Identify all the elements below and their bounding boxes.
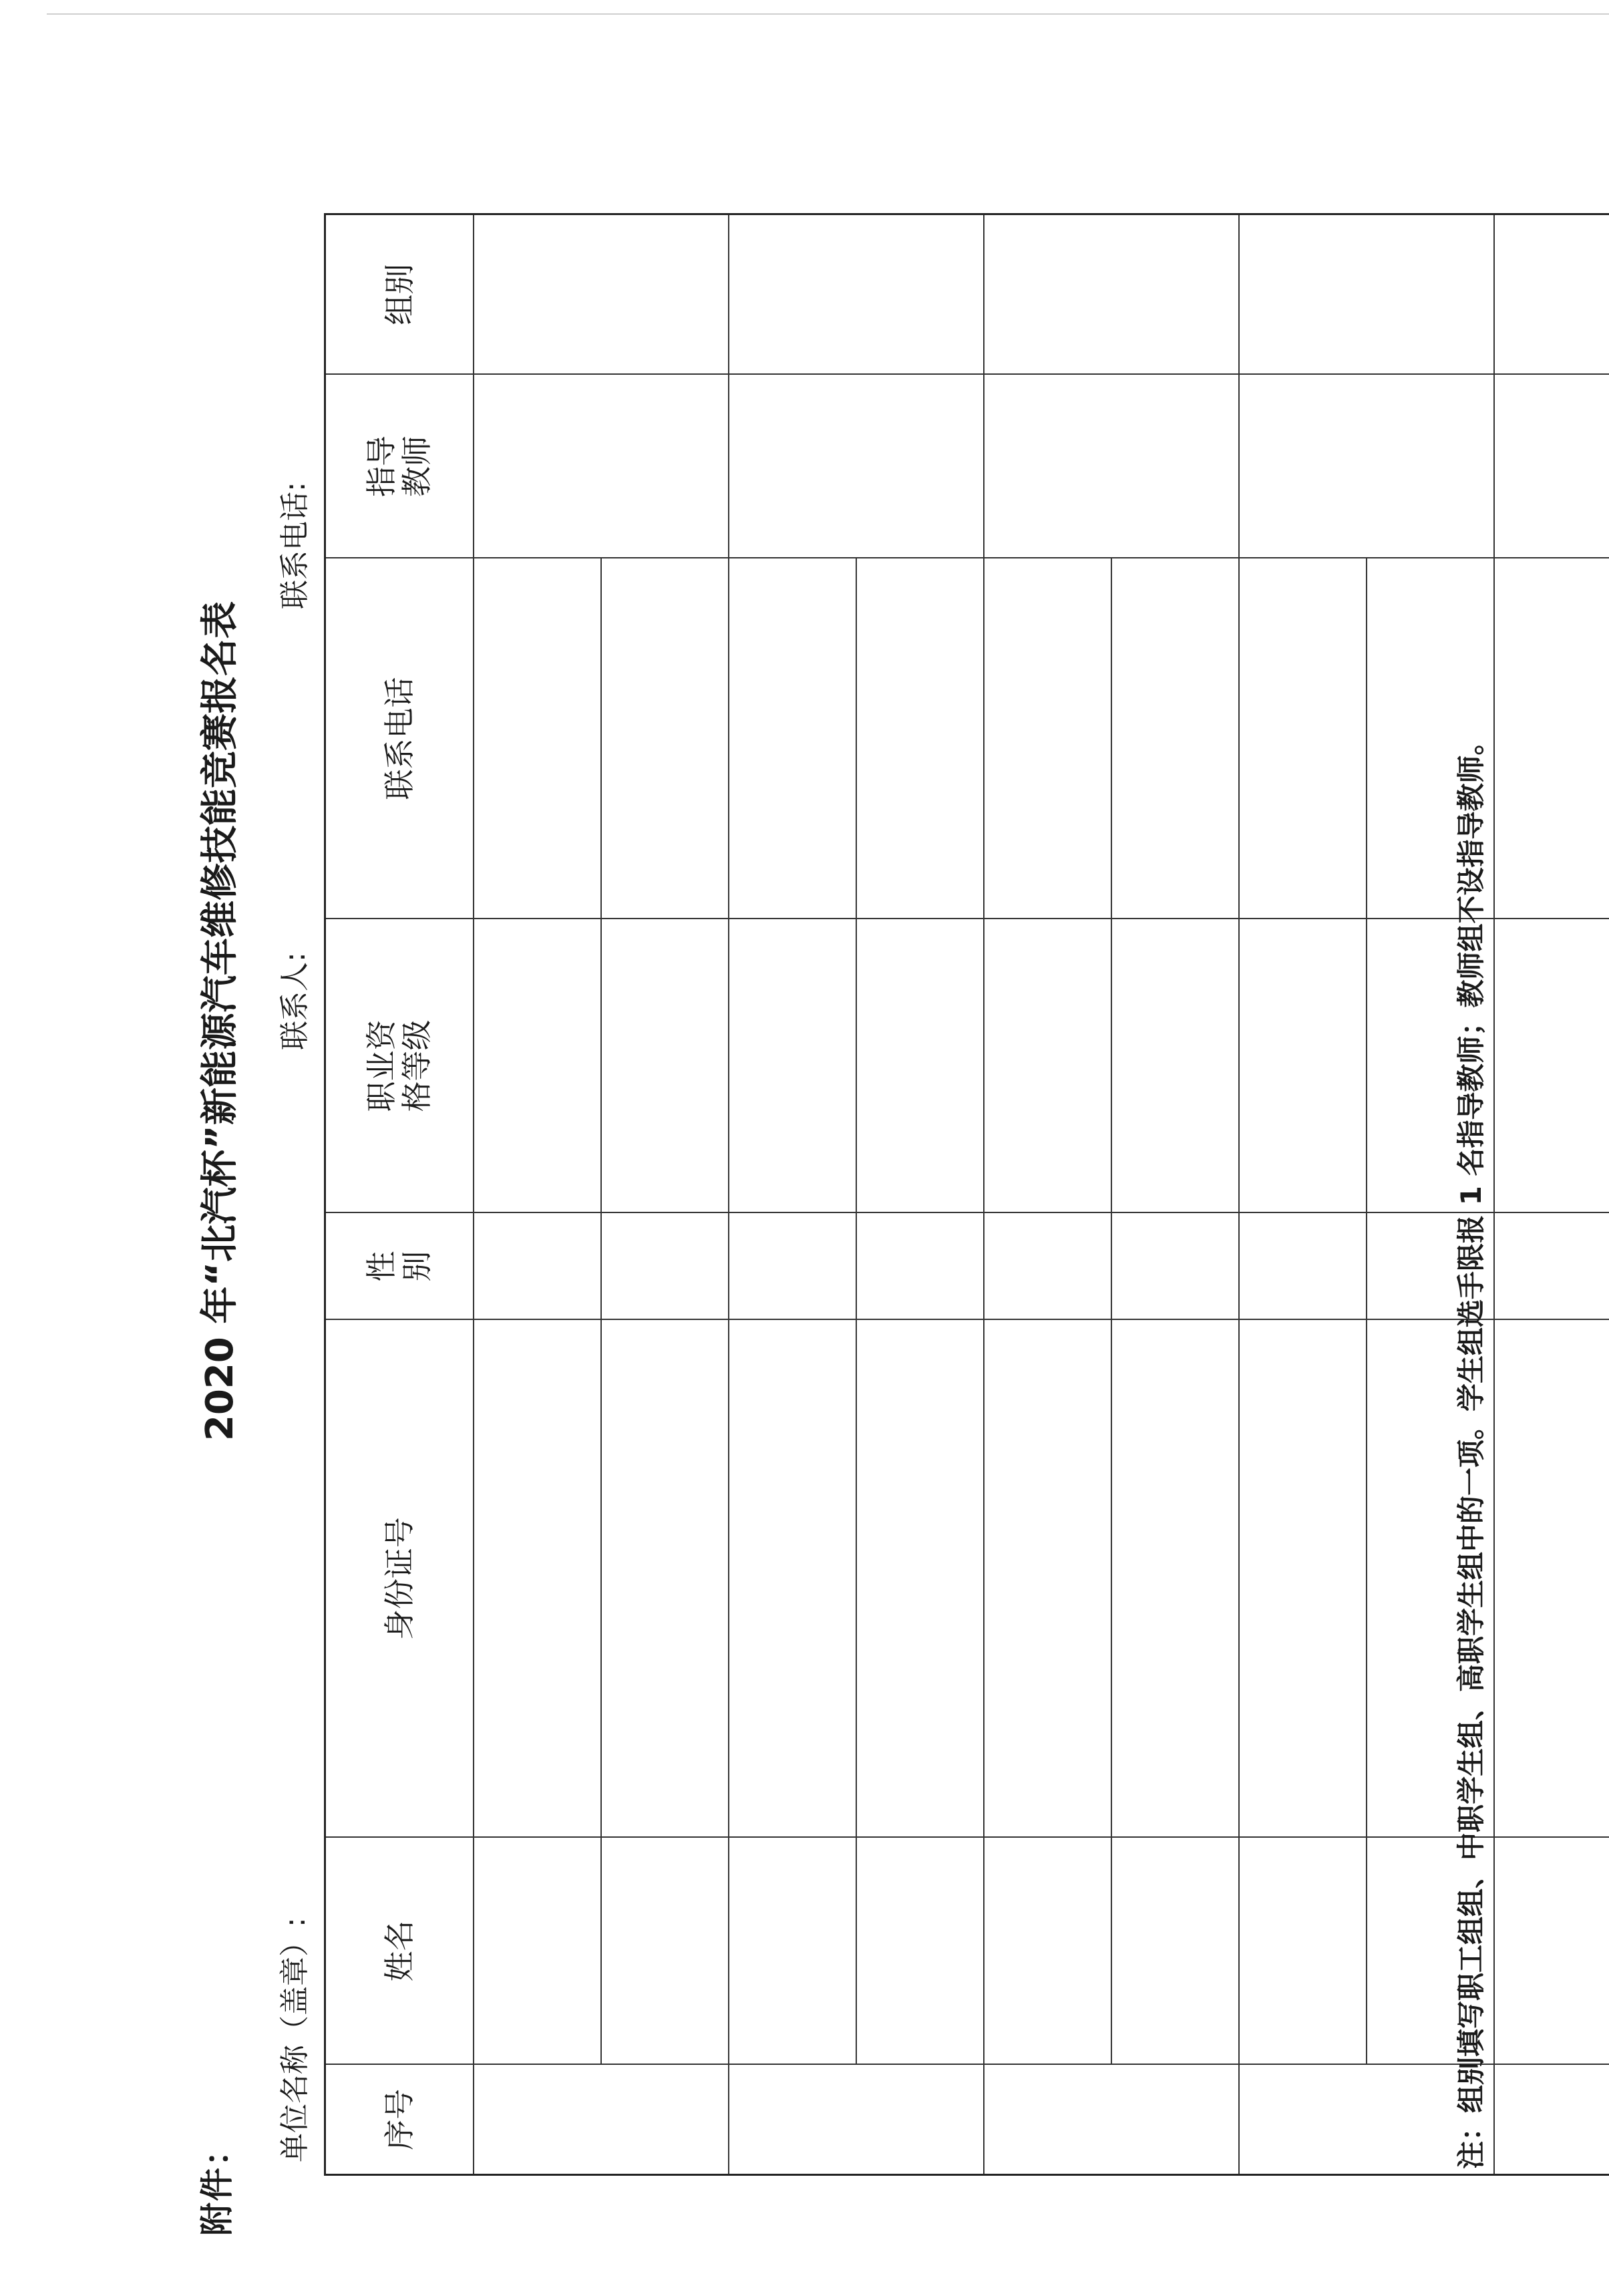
cell-group[interactable] [984,214,1239,375]
form-note: 注：组别填写职工组组、中职学生组、高职学生组中的一项。学生组选手限报 1 名指导教师；教师组不设指导教师。 [1455,727,1487,2169]
cell-gender[interactable] [856,1213,984,1320]
cell-qualification[interactable] [729,919,856,1213]
cell-id-number[interactable] [856,1320,984,1838]
header-seq: 序号 [325,2065,474,2175]
cell-name[interactable] [856,1838,984,2065]
cell-id-number[interactable] [1111,1320,1239,1838]
cell-name[interactable] [601,1838,729,2065]
header-teacher: 指导 教师 [325,375,474,558]
header-gender: 性 别 [325,1213,474,1320]
cell-name[interactable] [474,1838,601,2065]
cell-phone[interactable] [1494,558,1609,919]
cell-gender[interactable] [729,1213,856,1320]
cell-phone[interactable] [856,558,984,919]
cell-qualification[interactable] [1494,919,1609,1213]
cell-group[interactable] [1239,214,1494,375]
cell-group[interactable] [729,214,984,375]
cell-seq[interactable] [984,2065,1239,2175]
cell-name[interactable] [729,1838,856,2065]
header-name: 姓名 [325,1838,474,2065]
cell-gender[interactable] [601,1213,729,1320]
header-qualification: 职业资 格等级 [325,919,474,1213]
cell-seq[interactable] [729,2065,984,2175]
cell-phone[interactable] [729,558,856,919]
cell-seq[interactable] [1494,2065,1609,2175]
table-row [729,214,856,2175]
cell-teacher[interactable] [984,375,1239,558]
cell-id-number[interactable] [1239,1320,1367,1838]
cell-qualification[interactable] [1111,919,1239,1213]
header-group: 组别 [325,214,474,375]
cell-phone[interactable] [601,558,729,919]
cell-gender[interactable] [1494,1213,1609,1320]
cell-phone[interactable] [1111,558,1239,919]
header-id-number: 身份证号 [325,1320,474,1838]
cell-teacher[interactable] [1239,375,1494,558]
table-row [474,214,601,2175]
cell-gender[interactable] [984,1213,1111,1320]
cell-phone[interactable] [984,558,1111,919]
cell-gender[interactable] [1239,1213,1367,1320]
cell-teacher[interactable] [474,375,729,558]
header-phone: 联系电话 [325,558,474,919]
table-row [1494,214,1609,2175]
cell-qualification[interactable] [474,919,601,1213]
registration-table [324,213,1609,2176]
cell-qualification[interactable] [601,919,729,1213]
table-header-row [325,214,474,2175]
cell-id-number[interactable] [729,1320,856,1838]
cell-id-number[interactable] [474,1320,601,1838]
cell-group[interactable] [474,214,729,375]
cell-gender[interactable] [1111,1213,1239,1320]
cell-teacher[interactable] [1494,375,1609,558]
cell-name[interactable] [1494,1838,1609,2065]
table-row [1239,214,1367,2175]
cell-qualification[interactable] [1239,919,1367,1213]
cell-phone[interactable] [474,558,601,919]
table-row [984,214,1111,2175]
cell-seq[interactable] [474,2065,729,2175]
contact-person-label: 联系人: [278,952,312,1050]
cell-name[interactable] [1111,1838,1239,2065]
cell-phone[interactable] [1239,558,1367,919]
form-title: 2020 年“北汽杯”新能源汽车维修技能竞赛报名表 [198,601,242,1441]
cell-name[interactable] [984,1838,1111,2065]
cell-qualification[interactable] [856,919,984,1213]
cell-name[interactable] [1239,1838,1367,2065]
cell-id-number[interactable] [601,1320,729,1838]
cell-gender[interactable] [474,1213,601,1320]
contact-phone-label: 联系电话: [278,482,312,609]
attachment-label: 附件： [198,2132,236,2236]
cell-id-number[interactable] [984,1320,1111,1838]
unit-name-label: 单位名称（盖章）: [278,1917,312,2162]
cell-teacher[interactable] [729,375,984,558]
cell-group[interactable] [1494,214,1609,375]
cell-qualification[interactable] [984,919,1111,1213]
cell-id-number[interactable] [1494,1320,1609,1838]
